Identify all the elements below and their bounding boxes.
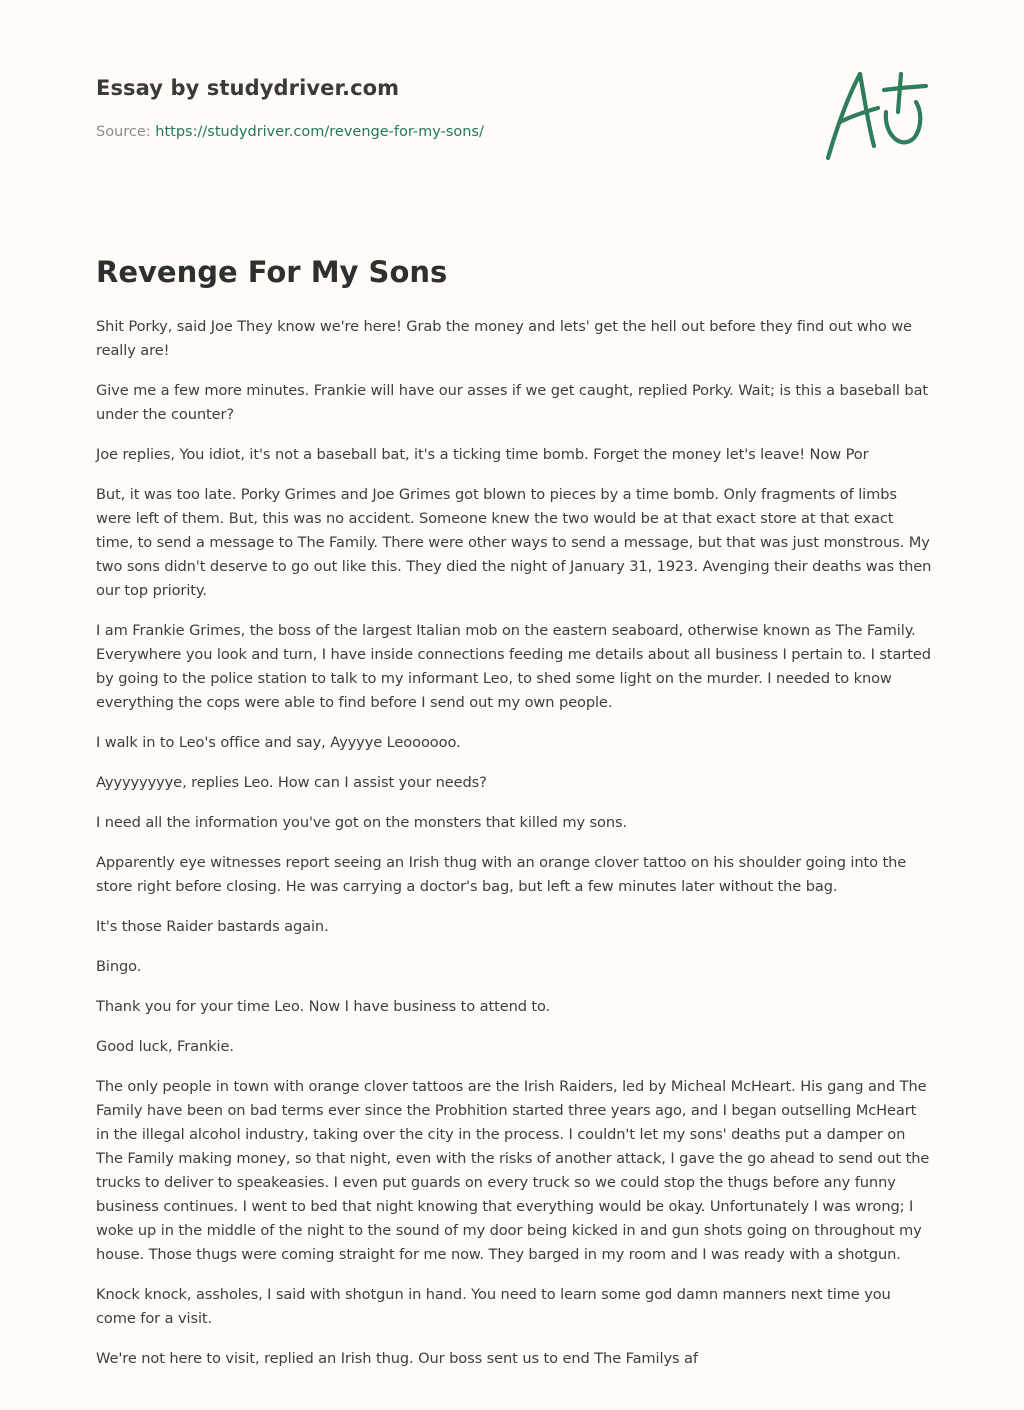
paragraph: I am Frankie Grimes, the boss of the largest Italian mob on the eastern seaboard, otherwise known as The Family. Everywhere you look and turn, I have inside connections feeding me details about all business I pertain to. I started by going to the police station to talk to my informant Leo, to shed some light on the murder. I needed to know everything the cops were able to find before I send out my own people. [96, 622, 931, 711]
paragraph: Joe replies, You idiot, it's not a baseball bat, it's a ticking time bomb. Forget the money let's leave! Now Por [96, 446, 869, 463]
paragraph: Knock knock, assholes, I said with shotgun in hand. You need to learn some god damn manners next time you come for a visit. [96, 1286, 891, 1327]
source-link[interactable]: https://studydriver.com/revenge-for-my-sons/ [155, 124, 484, 140]
paragraph: The only people in town with orange clover tattoos are the Irish Raiders, led by Micheal McHeart. His gang and The Family have been on bad terms ever since the Probhition started three years ago, and I began outselling McHeart in the illegal alcohol industry, taking over the city in the process. I couldn't let my sons' deaths put a damper on The Family making money, so that night, even with the risks of another attack, I gave the go ahead to send out the trucks to deliver to speakeasies. I even put guards on every truck so we could stop the thugs before any funny business continues. I went to bed that night knowing that everything would be okay. Unfortunately I was wrong; I woke up in the middle of the night to the sound of my door being kicked in and gun shots going on throughout my house. Those thugs were coming straight for me now. They barged in my room and I was ready with a shotgun. [96, 1078, 930, 1263]
paragraph: Ayyyyyyyye, replies Leo. How can I assist your needs? [96, 774, 487, 791]
paragraph: Apparently eye witnesses report seeing an Irish thug with an orange clover tattoo on his shoulder going into the store right before closing. He was carrying a doctor's bag, but left a few minutes later without the bag. [96, 854, 907, 895]
source-line [96, 124, 484, 140]
paragraph: But, it was too late. Porky Grimes and Joe Grimes got blown to pieces by a time bomb. Only fragments of limbs were left of them. But, this was no accident. Someone knew the two would be at that exact store at that exact time, to send a message to The Family. There were other ways to send a message, but that was just monstrous. My two sons didn't deserve to go out like this. They died the night of January 31, 1923. Avenging their deaths was then our top priority. [96, 486, 932, 599]
essay-title: Revenge For My Sons [96, 255, 448, 289]
paragraph: Good luck, Frankie. [96, 1038, 234, 1055]
paragraph: I need all the information you've got on the monsters that killed my sons. [96, 814, 628, 831]
essay-body [96, 315, 932, 1387]
paragraph: Bingo. [96, 958, 142, 975]
paragraph: It's those Raider bastards again. [96, 918, 329, 935]
paragraph: I walk in to Leo's office and say, Ayyyye Leoooooo. [96, 734, 461, 751]
paragraph: We're not here to visit, replied an Irish thug. Our boss sent us to end The Familys af [96, 1350, 698, 1367]
paragraph: Shit Porky, said Joe They know we're here! Grab the money and lets' get the hell out before they find out who we really are! [96, 318, 912, 359]
paragraph: Thank you for your time Leo. Now I have business to attend to. [96, 998, 551, 1015]
a-plus-logo-icon [818, 66, 930, 168]
site-title: Essay by studydriver.com [96, 76, 400, 100]
paragraph: Give me a few more minutes. Frankie will have our asses if we get caught, replied Porky. Wait; is this a baseball bat under the counter? [96, 382, 929, 423]
source-label: Source: [96, 124, 156, 140]
